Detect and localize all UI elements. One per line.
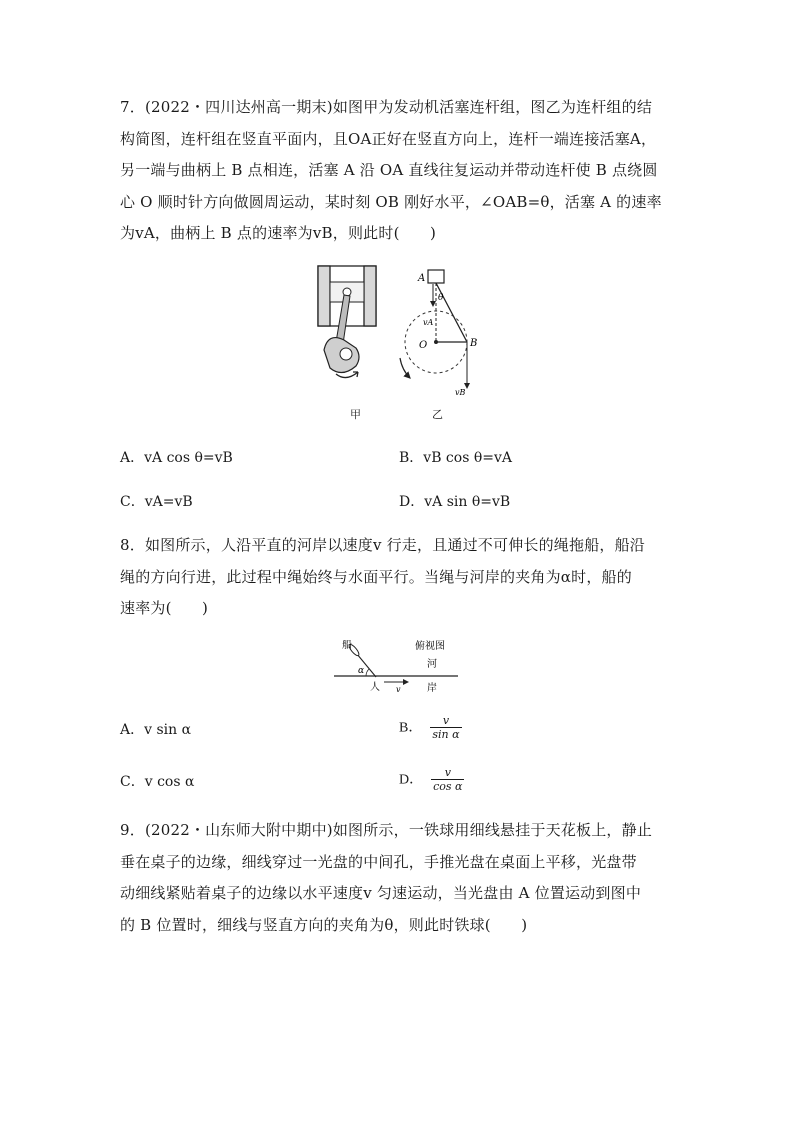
q7-line-3: 另一端与曲柄上 B 点相连，活塞 A 沿 OA 直线往复运动并带动连杆使 B 点绕圆 [120, 161, 658, 179]
label-v: v [396, 685, 401, 694]
q9-line-1: 9．(2022・山东师大附中期中)如图所示，一铁球用细线悬挂于天花板上，静止 [120, 821, 653, 839]
figure-jia-engine [312, 262, 384, 387]
question-8 [120, 530, 680, 625]
label-o: O [419, 340, 428, 351]
label-bank: 岸 [427, 683, 437, 694]
q8-line-3: 速率为( ) [120, 599, 209, 617]
q8-option-b-letter: B． [399, 720, 423, 736]
q8-line-1: 8．如图所示，人沿平直的河岸以速度v 行走，且通过不可伸长的绳拖船，船沿 [120, 536, 645, 554]
label-alpha: α [358, 666, 365, 676]
q7-line-2: 构简图，连杆组在竖直平面内，且OA正好在竖直方向上，连杆一端连接活塞A， [120, 129, 657, 148]
caption-yi: 乙 [432, 408, 443, 421]
q7-line-5: 为vA，曲柄上 B 点的速率为vB，则此时( ) [120, 224, 437, 242]
piston-a-block [428, 270, 444, 283]
question-9 [120, 815, 680, 941]
label-theta: θ [438, 293, 444, 303]
q8-option-d-denominator: cos α [433, 780, 463, 793]
figure-river-boat [332, 640, 462, 696]
q8-option-b-fraction [430, 714, 461, 741]
q7-line-4: 心 O 顺时针方向做圆周运动，某时刻 OB 刚好水平，∠OAB=θ，活塞 A 的速率 [120, 192, 662, 211]
q8-option-c[interactable]: C．v cos α [120, 774, 195, 790]
q7-option-d[interactable]: D．vA sin θ=vB [399, 494, 511, 510]
q8-option-d-fraction [431, 766, 464, 793]
q8-option-a[interactable]: A．v sin α [120, 722, 192, 738]
q8-option-b-numerator: v [442, 714, 450, 727]
q7-option-b[interactable]: B．vB cos θ=vA [399, 450, 513, 466]
label-top-view: 俯视图 [415, 641, 445, 652]
label-va: vA [423, 318, 434, 327]
label-boat: 船 [342, 640, 352, 651]
q8-option-b[interactable] [399, 714, 462, 741]
label-vb: vB [455, 388, 466, 397]
q8-option-d-letter: D． [399, 772, 424, 788]
q8-option-b-denominator: sin α [432, 728, 460, 741]
q9-line-4: 的 B 位置时，细线与竖直方向的夹角为θ，则此时铁球( ) [120, 915, 528, 934]
q9-line-3: 动细线紧贴着桌子的边缘以水平速度v 匀速运动，当光盘由 A 位置运动到图中 [120, 884, 642, 902]
q8-option-d[interactable] [399, 766, 464, 793]
label-a: A [418, 273, 426, 284]
label-b: B [470, 338, 478, 349]
q7-line-1: 7．(2022・四川达州高一期末)如图甲为发动机活塞连杆组，图乙为连杆组的结 [120, 98, 653, 116]
q9-line-2: 垂在桌子的边缘，细线穿过一光盘的中间孔，手推光盘在桌面上平移，光盘带 [120, 852, 637, 871]
label-person: 人 [370, 682, 380, 693]
caption-jia: 甲 [350, 408, 361, 421]
q8-line-2: 绳的方向行进，此过程中绳始终与水面平行。当绳与河岸的夹角为α时，船的 [120, 567, 632, 586]
figure-yi-schematic [392, 262, 502, 400]
label-river: 河 [427, 659, 437, 670]
q7-option-c[interactable]: C．vA=vB [120, 494, 193, 510]
q8-option-d-numerator: v [444, 766, 451, 779]
question-7 [120, 92, 680, 250]
q7-option-a[interactable]: A．vA cos θ=vB [120, 450, 233, 466]
